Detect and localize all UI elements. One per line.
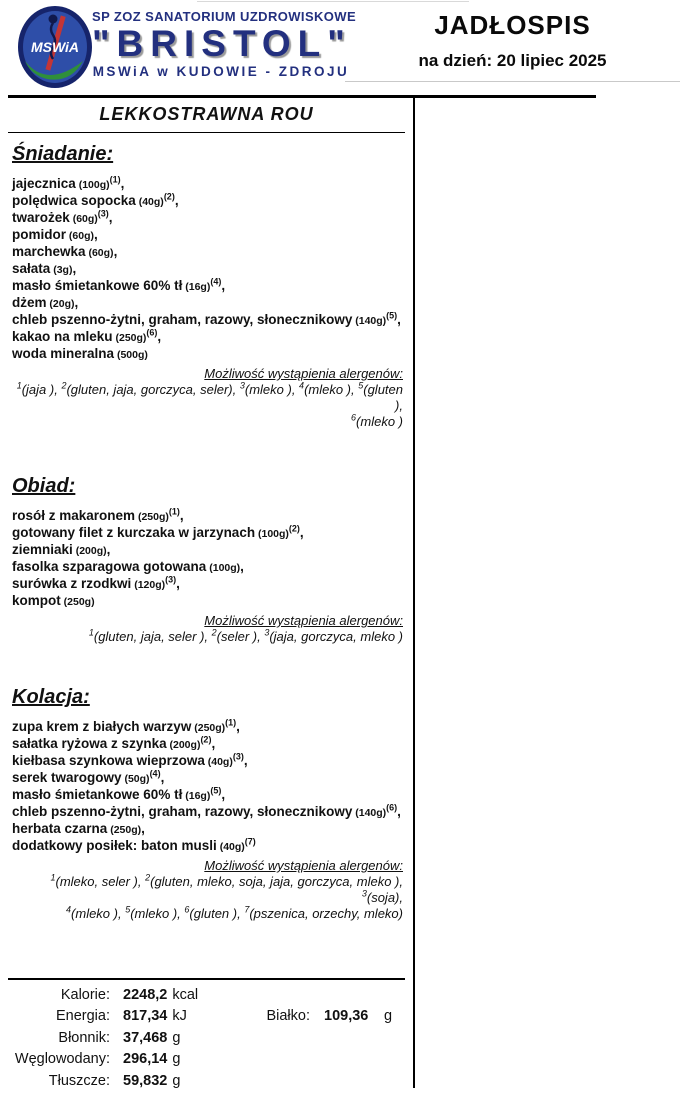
menu-item: serek twarogowy $(50g)^{(4)}$, (12, 768, 165, 785)
menu-sections (8, 142, 405, 922)
document-date: na dzień: 20 lipiec 2025 (418, 51, 607, 70)
nutrition-unit: kcal (172, 987, 199, 1003)
menu-item: woda mineralna (500g) (12, 346, 148, 361)
menu-item: pomidor (60g), (12, 227, 98, 242)
nutrition-row (8, 987, 405, 1008)
meal-items-list (12, 508, 405, 610)
menu-item: zupa krem z białych warzyw $(250g)^{(1)}$, (12, 717, 240, 734)
menu-item: surówka z rzodkwi $(120g)^{(3)}$, (12, 574, 180, 591)
menu-item: kiełbasa szynkowa wieprzowa $(40g)^{(3)}$, (12, 751, 248, 768)
menu-item: twarożek $(60g)^{(3)}$, (12, 208, 113, 225)
organization-brand-name: "BRISTOL" (92, 23, 352, 64)
menu-item: marchewka (60g), (12, 244, 118, 259)
nutrition-unit: g (172, 1051, 181, 1068)
protein-value: 109,36 (324, 1008, 369, 1025)
organization-name-line2: MSWiA w KUDOWIE - ZDROJU (92, 64, 350, 79)
allergen-line: $^1$(gluten, jaja, seler ), $^2$(seler ), $^3$(jaja, gorczyca, mleko ) (88, 627, 403, 644)
document-title: JADŁOSPIS (434, 10, 591, 40)
protein-label: Białko: (266, 1008, 310, 1025)
nutrition-label: Energia: (55, 1008, 110, 1025)
menu-content-column (8, 100, 405, 922)
nutrition-row (8, 1008, 405, 1029)
allergen-lines (12, 629, 403, 645)
meal-section (8, 142, 405, 430)
nutrition-value: 817,34 (123, 1008, 168, 1025)
protein-unit: g (384, 1008, 393, 1025)
meal-items-list (12, 176, 405, 363)
allergen-line: $^1$(mleko, seler ), $^2$(gluten, mleko, soja, jaja, gorczyca, mleko ), $^3$(soja), (50, 872, 403, 905)
allergen-header: Możliwość wystąpienia alergenów: (204, 858, 403, 873)
nutrition-unit: g (172, 1029, 181, 1046)
organization-name-line1: SP ZOZ SANATORIUM UZDROWISKOWE (92, 9, 357, 24)
meal-section-title: Śniadanie: (12, 143, 114, 165)
menu-item: polędwica sopocka $(40g)^{(2)}$, (12, 191, 179, 208)
meal-section (8, 474, 405, 645)
nutrition-value: 2248,2 (123, 987, 168, 1003)
menu-item: ziemniaki (200g), (12, 542, 111, 557)
nutrition-unit: kJ (172, 1008, 187, 1025)
meal-section (8, 685, 405, 922)
meal-items-list (12, 719, 405, 855)
nutrition-value: 37,468 (123, 1029, 168, 1046)
menu-item: dżem (20g), (12, 295, 79, 310)
document-header (0, 0, 692, 96)
allergen-line: $^1$(jaja ), $^2$(gluten, jaja, gorczyca, seler), $^3$(mleko ), $^4$(mleko ), $^5$(gluten ), (16, 380, 403, 413)
header-top-border (197, 1, 469, 2)
nutrition-label: Błonnik: (58, 1029, 110, 1046)
allergen-block (12, 858, 405, 922)
nutrition-unit: g (172, 1072, 181, 1089)
menu-item: kakao na mleku $(250g)^{(6)}$, (12, 327, 162, 344)
allergen-line: $^6$(mleko ) (351, 412, 403, 429)
menu-item: sałatka ryżowa z szynka $(200g)^{(2)}$, (12, 734, 216, 751)
mswia-sanatorium-logo-icon (17, 5, 93, 89)
nutrition-summary (8, 978, 405, 1094)
allergen-block (12, 366, 405, 430)
menu-item: chleb pszenno-żytni, graham, razowy, słonecznikowy $(140g)^{(6)}$, (12, 802, 401, 819)
allergen-header: Możliwość wystąpienia alergenów: (204, 366, 403, 381)
allergen-header: Możliwość wystąpienia alergenów: (204, 613, 403, 628)
nutrition-value: 59,832 (123, 1072, 168, 1089)
logo-text: MSWiA (30, 39, 80, 55)
nutrition-label: Węglowodany: (14, 1051, 110, 1068)
nutrition-value: 296,14 (123, 1051, 168, 1068)
diet-type-title: LEKKOSTRAWNA ROU (8, 100, 405, 133)
menu-item: gotowany filet z kurczaka w jarzynach $(100g)^{(2)}$, (12, 523, 304, 540)
menu-item: kompot (250g) (12, 593, 95, 608)
meal-section-title: Obiad: (12, 475, 76, 497)
allergen-block (12, 613, 405, 645)
allergen-line: $^4$(mleko ), $^5$(mleko ), $^6$(gluten ), $^7$(pszenica, orzechy, mleko) (66, 904, 403, 921)
menu-item: sałata (3g), (12, 261, 77, 276)
menu-item: fasolka szparagowa gotowana (100g), (12, 559, 244, 574)
menu-item: herbata czarna (250g), (12, 821, 145, 836)
menu-item: rosół z makaronem $(250g)^{(1)}$, (12, 506, 184, 523)
nutrition-row (8, 1030, 405, 1051)
menu-item: chleb pszenno-żytni, graham, razowy, słonecznikowy $(140g)^{(5)}$, (12, 310, 401, 327)
document-title-block (345, 10, 680, 82)
meal-section-title: Kolacja: (12, 686, 90, 708)
menu-item: dodatkowy posiłek: baton musli $(40g)^{(7)}$ (12, 836, 256, 853)
nutrition-label: Kalorie: (60, 987, 110, 1003)
column-divider-line (413, 97, 415, 1088)
allergen-lines (12, 382, 403, 430)
organization-block (92, 9, 357, 79)
nutrition-row (8, 1073, 405, 1094)
menu-item: masło śmietankowe 60% tł $(16g)^{(5)}$, (12, 785, 226, 802)
nutrition-label: Tłuszcze: (48, 1072, 110, 1089)
nutrition-row (8, 1051, 405, 1072)
allergen-lines (12, 874, 403, 922)
menu-item: jajecznica $(100g)^{(1)}$, (12, 174, 125, 191)
menu-item: masło śmietankowe 60% tł $(16g)^{(4)}$, (12, 276, 226, 293)
header-divider-line (8, 95, 596, 98)
